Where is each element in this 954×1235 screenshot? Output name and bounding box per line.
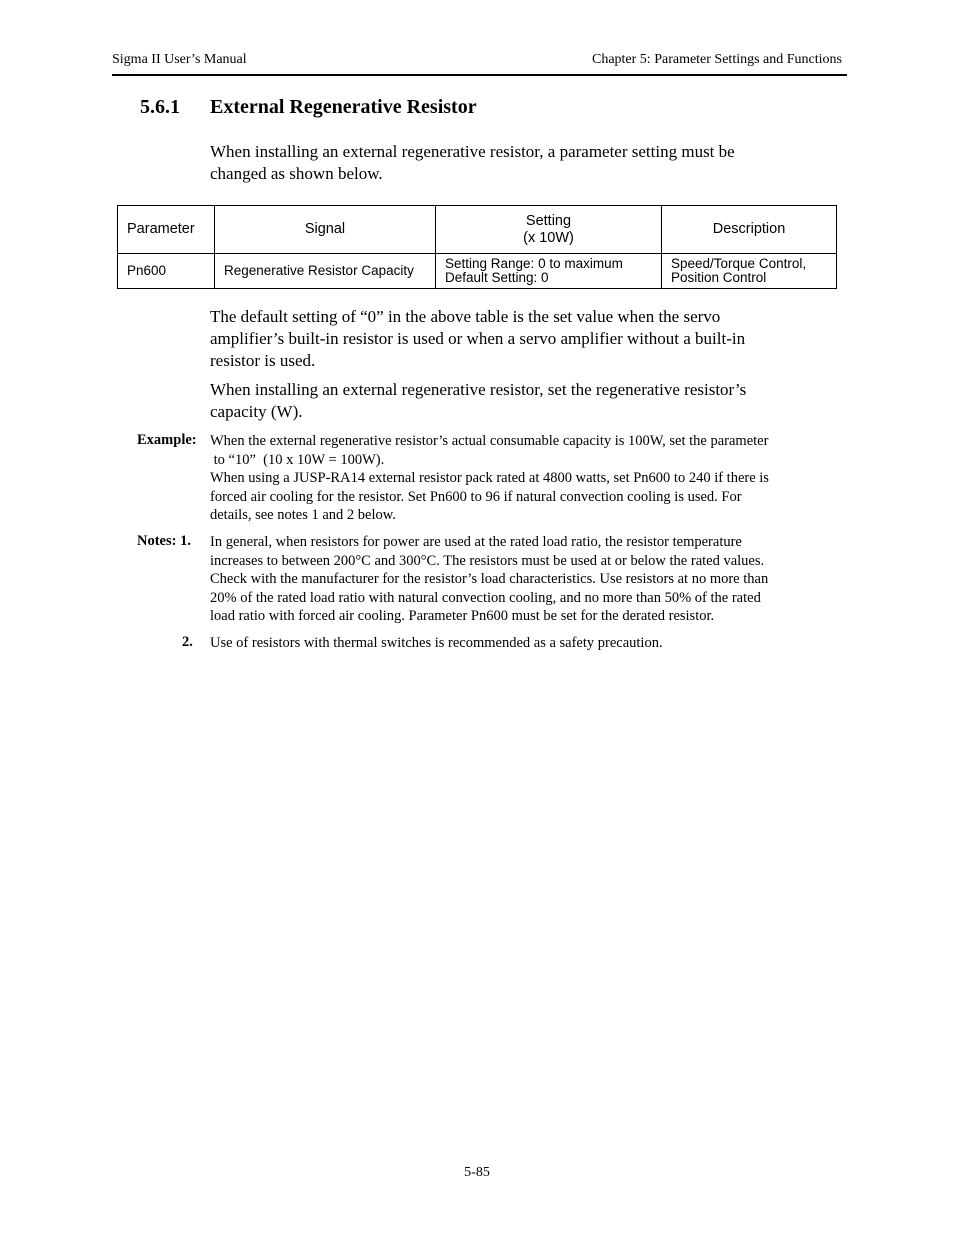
- note-1-line: increases to between 200°C and 300°C. The resistors must be used at or below the rated values.: [210, 552, 765, 569]
- note-2-number: 2.: [182, 634, 193, 650]
- header-signal: Signal: [215, 206, 436, 254]
- cell-parameter: Pn600: [118, 254, 215, 289]
- example-text: [210, 432, 820, 525]
- example-label: Example:: [137, 432, 197, 448]
- note-1-line: load ratio with forced air cooling. Parameter Pn600 must be set for the derated resistor.: [210, 608, 715, 624]
- note-2-text: Use of resistors with thermal switches is recommended as a safety precaution.: [210, 635, 663, 651]
- cell-description: Speed/Torque Control, Position Control: [662, 254, 837, 289]
- example-line: to “10” (10 x 10W = 100W).: [210, 451, 385, 468]
- header-parameter: Parameter: [118, 206, 215, 254]
- example-line: forced air cooling for the resistor. Set Pn600 to 96 if natural convection cooling is used. For: [210, 488, 742, 505]
- intro-line-1: When installing an external regenerative resistor, a parameter setting must be: [210, 142, 735, 161]
- header-divider: [112, 74, 847, 76]
- para2-line-3: resistor is used.: [210, 351, 316, 370]
- section-title: External Regenerative Resistor: [210, 96, 477, 118]
- intro-paragraph: [210, 141, 810, 185]
- note-1-line: In general, when resistors for power are used at the rated load ratio, the resistor temperature: [210, 534, 742, 550]
- header-description: Description: [662, 206, 837, 254]
- running-header-left: Sigma II User’s Manual: [112, 52, 247, 67]
- install-paragraph: [210, 379, 810, 423]
- note-1-line: Check with the manufacturer for the resistor’s load characteristics. Use resistors at no more than: [210, 571, 769, 587]
- para2-line-2: amplifier’s built-in resistor is used or when a servo amplifier without a built-in: [210, 329, 746, 348]
- default-setting-paragraph: [210, 306, 810, 372]
- parameter-table: [117, 205, 837, 289]
- section-number: 5.6.1: [140, 96, 180, 118]
- cell-setting: Setting Range: 0 to maximum Default Setting: 0: [436, 254, 662, 289]
- page-number: 5-85: [464, 1165, 490, 1180]
- running-header-right: Chapter 5: Parameter Settings and Functions: [591, 52, 842, 67]
- table-header-row: [118, 206, 837, 254]
- notes-label: Notes: 1.: [137, 533, 191, 549]
- cell-signal: Regenerative Resistor Capacity: [215, 254, 436, 289]
- para3-line-2: capacity (W).: [210, 402, 303, 421]
- intro-line-2: changed as shown below.: [210, 164, 383, 183]
- example-line: When the external regenerative resistor’s actual consumable capacity is 100W, set the parameter: [210, 433, 769, 449]
- note-1-line: 20% of the rated load ratio with natural convection cooling, and no more than 50% of the rated: [210, 589, 761, 606]
- para3-line-1: When installing an external regenerative resistor, set the regenerative resistor’s: [210, 380, 747, 399]
- para2-line-1: The default setting of “0” in the above table is the set value when the servo: [210, 307, 721, 326]
- note-1-text: [210, 533, 820, 626]
- header-setting: Setting (x 10W): [436, 206, 662, 254]
- example-line: When using a JUSP-RA14 external resistor pack rated at 4800 watts, set Pn600 to 240 if there is: [210, 470, 769, 486]
- table-row: [118, 254, 837, 289]
- example-line: details, see notes 1 and 2 below.: [210, 507, 396, 523]
